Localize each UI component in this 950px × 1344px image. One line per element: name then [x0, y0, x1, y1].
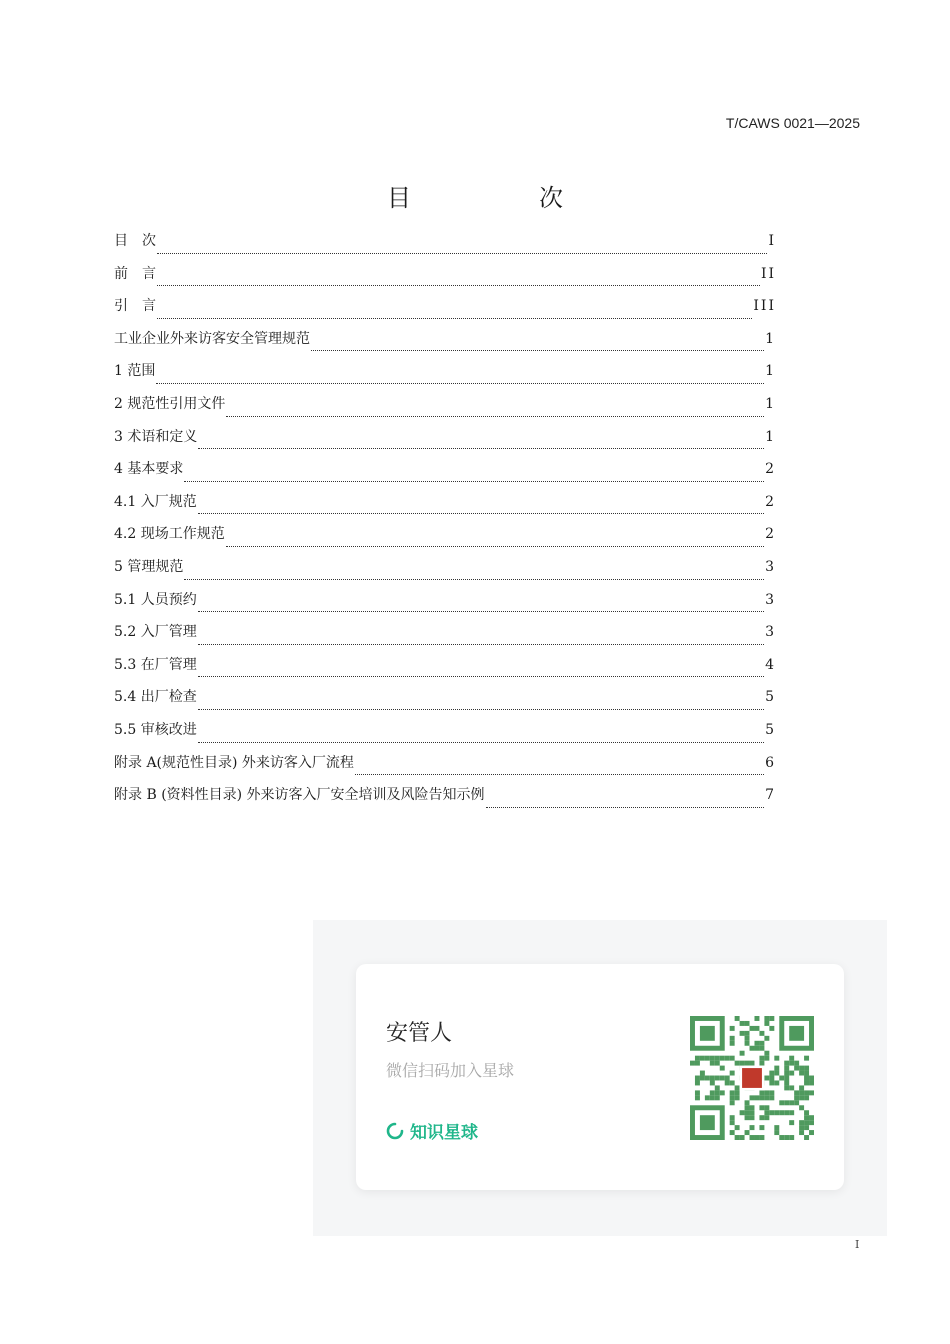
toc-entry[interactable]: [114, 556, 776, 589]
toc-entry-page: 1: [765, 395, 776, 412]
toc-entry-page: II: [760, 265, 776, 282]
toc-entry[interactable]: [114, 328, 776, 361]
toc-entry-label: 5.4 出厂检查: [114, 689, 197, 706]
toc-entry-page: I: [768, 233, 776, 249]
toc-leader-dots: [226, 546, 764, 547]
toc-entry-label: 5.5 审核改进: [114, 721, 197, 738]
toc-entry[interactable]: [114, 458, 776, 491]
toc-entry[interactable]: [114, 719, 776, 752]
promo-brand: [386, 1118, 478, 1143]
toc-leader-dots: [198, 676, 764, 677]
table-of-contents: [114, 230, 776, 817]
toc-entry-label: 5 管理规范: [114, 558, 184, 575]
toc-entry[interactable]: [114, 523, 776, 556]
toc-entry[interactable]: [114, 230, 776, 263]
toc-entry-label: 3 术语和定义: [114, 428, 198, 445]
toc-entry-label: 附录 A(规范性目录) 外来访客入厂流程: [114, 754, 354, 771]
toc-leader-dots: [486, 807, 765, 808]
toc-leader-dots: [198, 742, 764, 743]
toc-entry-page: 5: [765, 721, 776, 738]
toc-leader-dots: [198, 644, 764, 645]
toc-entry-page: 3: [765, 591, 776, 608]
toc-leader-dots: [157, 318, 752, 319]
toc-entry-page: III: [753, 298, 776, 315]
toc-leader-dots: [355, 774, 764, 775]
toc-entry-page: 2: [765, 461, 776, 478]
doc-code: T/CAWS 0021—2025: [725, 115, 860, 131]
toc-entry[interactable]: [114, 621, 776, 654]
toc-entry-label: 5.2 入厂管理: [114, 624, 197, 641]
toc-entry[interactable]: [114, 654, 776, 687]
toc-entry-label: 5.1 人员预约: [114, 591, 197, 608]
toc-entry-page: 6: [765, 754, 776, 771]
toc-entry[interactable]: [114, 752, 776, 785]
toc-entry-page: 1: [765, 428, 776, 445]
toc-entry-label: 前 言: [114, 265, 156, 282]
toc-leader-dots: [198, 709, 764, 710]
toc-leader-dots: [311, 350, 764, 351]
toc-entry-page: 2: [765, 526, 776, 543]
promo-name: 安管人: [386, 1021, 453, 1046]
toc-entry[interactable]: [114, 263, 776, 296]
toc-entry[interactable]: [114, 686, 776, 719]
toc-entry-page: 2: [765, 493, 776, 510]
brand-label: 知识星球: [410, 1123, 478, 1143]
toc-entry-label: 2 规范性引用文件: [114, 395, 226, 412]
toc-entry[interactable]: [114, 784, 776, 817]
toc-entry[interactable]: [114, 295, 776, 328]
toc-entry-page: 3: [765, 558, 776, 575]
promo-card[interactable]: [356, 964, 844, 1190]
toc-entry-page: 1: [765, 363, 776, 380]
toc-entry[interactable]: [114, 426, 776, 459]
qr-code-icon[interactable]: [690, 1016, 814, 1140]
toc-entry-label: 目 次: [114, 233, 156, 249]
toc-entry[interactable]: [114, 393, 776, 426]
toc-entry[interactable]: [114, 360, 776, 393]
toc-entry[interactable]: [114, 589, 776, 622]
toc-entry-page: 3: [765, 624, 776, 641]
toc-leader-dots: [198, 611, 764, 612]
promo-subtitle: 微信扫码加入星球: [386, 1061, 515, 1080]
toc-entry-page: 5: [765, 689, 776, 706]
page-number: I: [855, 1238, 860, 1251]
toc-leader-dots: [198, 513, 764, 514]
toc-leader-dots: [156, 383, 764, 384]
toc-leader-dots: [157, 285, 760, 286]
toc-leader-dots: [157, 253, 767, 254]
toc-entry-label: 引 言: [114, 298, 156, 315]
toc-entry-label: 工业企业外来访客安全管理规范: [114, 330, 310, 347]
toc-entry-page: 4: [765, 656, 776, 673]
toc-entry-page: 1: [765, 330, 776, 347]
toc-entry-label: 4.1 入厂规范: [114, 493, 197, 510]
toc-entry-page: 7: [765, 787, 776, 804]
toc-leader-dots: [226, 416, 764, 417]
toc-entry-label: 1 范围: [114, 363, 156, 380]
brand-ring-icon: [386, 1122, 404, 1140]
toc-leader-dots: [184, 579, 764, 580]
toc-entry[interactable]: [114, 491, 776, 524]
toc-entry-label: 4 基本要求: [114, 461, 184, 478]
page-title: 目 次: [387, 184, 615, 212]
toc-entry-label: 附录 B (资料性目录) 外来访客入厂安全培训及风险告知示例: [114, 787, 485, 804]
toc-leader-dots: [184, 481, 764, 482]
toc-entry-label: 4.2 现场工作规范: [114, 526, 225, 543]
toc-entry-label: 5.3 在厂管理: [114, 656, 197, 673]
toc-leader-dots: [198, 448, 764, 449]
